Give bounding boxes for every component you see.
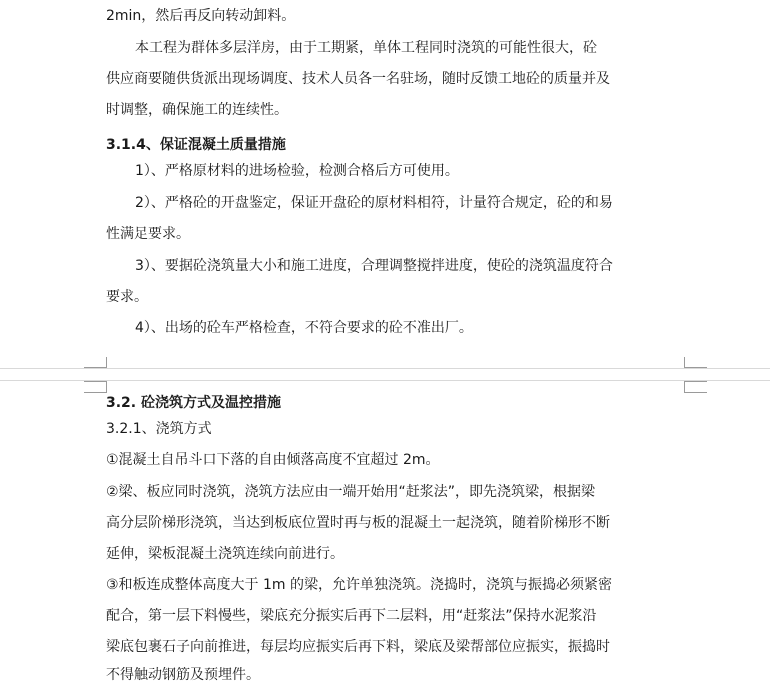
page-corner-mark bbox=[84, 357, 107, 368]
paragraph-line: ②梁、板应同时浇筑，浇筑方法应由一端开始用“赶浆法”，即先浇筑梁，根据梁 bbox=[106, 484, 596, 500]
paragraph-line: 时调整，确保施工的连续性。 bbox=[106, 102, 288, 118]
section-heading: 3.1.4、保证混凝土质量措施 bbox=[106, 137, 286, 153]
list-item: 4）、出场的砼车严格检查，不符合要求的砼不准出厂。 bbox=[135, 320, 473, 336]
paragraph-line: 2min，然后再反向转动卸料。 bbox=[106, 8, 296, 24]
paragraph-line: ③和板连成整体高度大于 1m 的梁，允许单独浇筑。浇捣时，浇筑与振捣必须紧密 bbox=[106, 577, 612, 593]
list-item: 1）、严格原材料的进场检验，检测合格后方可使用。 bbox=[135, 163, 459, 179]
paragraph-line: 本工程为群体多层洋房，由于工期紧，单体工程同时浇筑的可能性很大，砼 bbox=[135, 40, 597, 56]
page-corner-mark bbox=[684, 357, 707, 368]
paragraph-line: 延伸，梁板混凝土浇筑连续向前进行。 bbox=[106, 546, 344, 562]
paragraph-line: 配合，第一层下料慢些，梁底充分振实后再下二层料，用“赶浆法”保持水泥浆沿 bbox=[106, 608, 597, 624]
paragraph-line: 供应商要随供货派出现场调度、技术人员各一名驻场，随时反馈工地砼的质量并及 bbox=[106, 71, 610, 87]
paragraph-line: ①混凝土自吊斗口下落的自由倾落高度不宜超过 2m。 bbox=[106, 452, 440, 468]
paragraph-line: 高分层阶梯形浇筑，当达到板底位置时再与板的混凝土一起浇筑，随着阶梯形不断 bbox=[106, 515, 610, 531]
subsection-heading: 3.2.1、浇筑方式 bbox=[106, 421, 212, 437]
page-corner-mark bbox=[684, 381, 707, 393]
paragraph-line: 梁底包裹石子向前推进，每层均应振实后再下料，梁底及梁帮部位应振实，振捣时 bbox=[106, 639, 610, 655]
document-page-2 bbox=[0, 381, 770, 687]
list-item-continuation: 要求。 bbox=[106, 289, 148, 305]
list-item-continuation: 性满足要求。 bbox=[106, 226, 190, 242]
list-item: 2）、严格砼的开盘鉴定，保证开盘砼的原材料相符，计量符合规定，砼的和易 bbox=[135, 195, 613, 211]
paragraph-line: 不得触动钢筋及预埋件。 bbox=[106, 667, 260, 683]
page-corner-mark bbox=[84, 381, 107, 393]
section-heading: 3.2. 砼浇筑方式及温控措施 bbox=[106, 395, 281, 411]
list-item: 3）、要据砼浇筑量大小和施工进度，合理调整搅拌进度，使砼的浇筑温度符合 bbox=[135, 258, 613, 274]
page-break bbox=[0, 368, 770, 381]
